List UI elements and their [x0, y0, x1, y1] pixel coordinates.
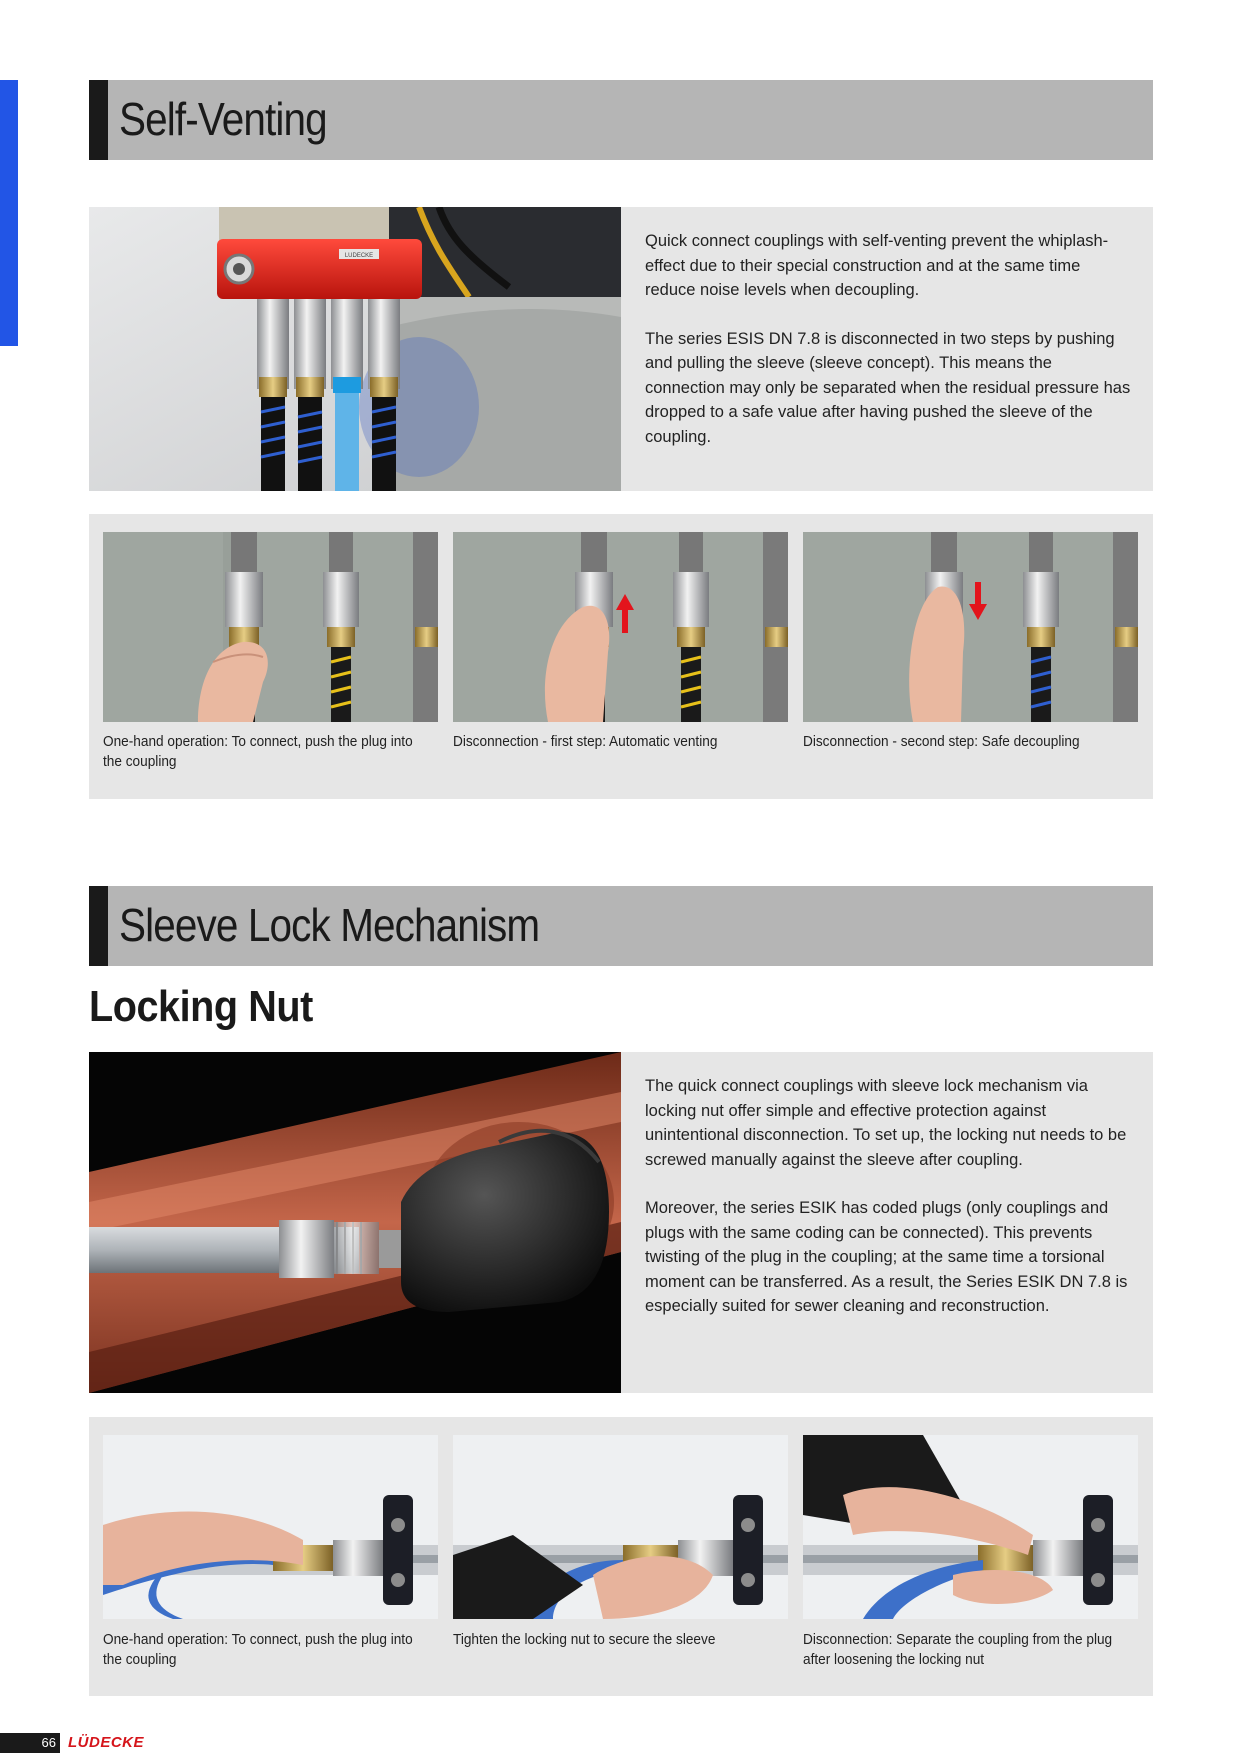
section-header-self-venting	[89, 80, 1153, 160]
sleeve-lock-photo-strip	[89, 1417, 1153, 1696]
self-venting-photo-strip	[89, 514, 1153, 799]
self-venting-intro-panel	[89, 207, 1153, 491]
intro-paragraph: Quick connect couplings with self-venting prevent the whiplash-effect due to their special construction and at the same time reduce noise levels when decoupling.	[645, 232, 1109, 299]
intro-paragraph: Moreover, the series ESIK has coded plugs (only couplings and plugs with the same coding can be connected). This prevents twisting of the plug in the coupling; at the same time a torsional moment can be transferred. As a result, the Series ESIK DN 7.8 is especially suited for sewer cleaning and reconstruction.	[645, 1199, 1128, 1315]
photo-caption: Disconnection - second step: Safe decoupling	[803, 734, 1080, 750]
photo-caption: Tighten the locking nut to secure the sleeve	[453, 1632, 716, 1648]
manifold-plate-label: LUDECKE	[344, 253, 374, 259]
hero-photo-sewer-pipe	[89, 1052, 621, 1393]
photo-connect	[103, 532, 438, 722]
photo-disconnect-locking	[803, 1435, 1138, 1619]
photo-second-step	[803, 532, 1138, 722]
side-tab	[0, 80, 18, 346]
photo-caption: One-hand operation: To connect, push the plug into the coupling	[103, 734, 413, 770]
sleeve-lock-intro-panel	[89, 1052, 1153, 1393]
photo-tighten-nut	[453, 1435, 788, 1619]
photo-connect-locking	[103, 1435, 438, 1619]
photo-caption: Disconnection - first step: Automatic venting	[453, 734, 718, 750]
intro-paragraph: The series ESIS DN 7.8 is disconnected in two steps by pushing and pulling the sleeve (sleeve concept). This means the connection may only be separated when the residual pressure has dropped to a safe value after having pushed the sleeve of the coupling.	[645, 329, 1131, 446]
sleeve-lock-description	[645, 1074, 1131, 1343]
intro-paragraph: The quick connect couplings with sleeve lock mechanism via locking nut offer simple and effective protection against unintentional disconnection. To set up, the locking nut needs to be screwed manually against the sleeve after coupling.	[645, 1077, 1127, 1169]
header-bar	[89, 80, 108, 160]
section-title: Self-Venting	[119, 93, 327, 145]
section-header-sleeve-lock	[89, 886, 1153, 966]
self-venting-description	[645, 229, 1131, 473]
header-bar	[89, 886, 108, 966]
hero-photo-manifold	[89, 207, 621, 491]
page-number: 66	[0, 1733, 60, 1753]
photo-first-step	[453, 532, 788, 722]
photo-caption: Disconnection: Separate the coupling from the plug after loosening the locking nut	[803, 1632, 1113, 1668]
photo-caption: One-hand operation: To connect, push the plug into the coupling	[103, 1632, 413, 1668]
brand-logo: LÜDECKE	[68, 1734, 145, 1751]
subheading-locking-nut: Locking Nut	[89, 982, 313, 1031]
section-title: Sleeve Lock Mechanism	[119, 899, 540, 951]
